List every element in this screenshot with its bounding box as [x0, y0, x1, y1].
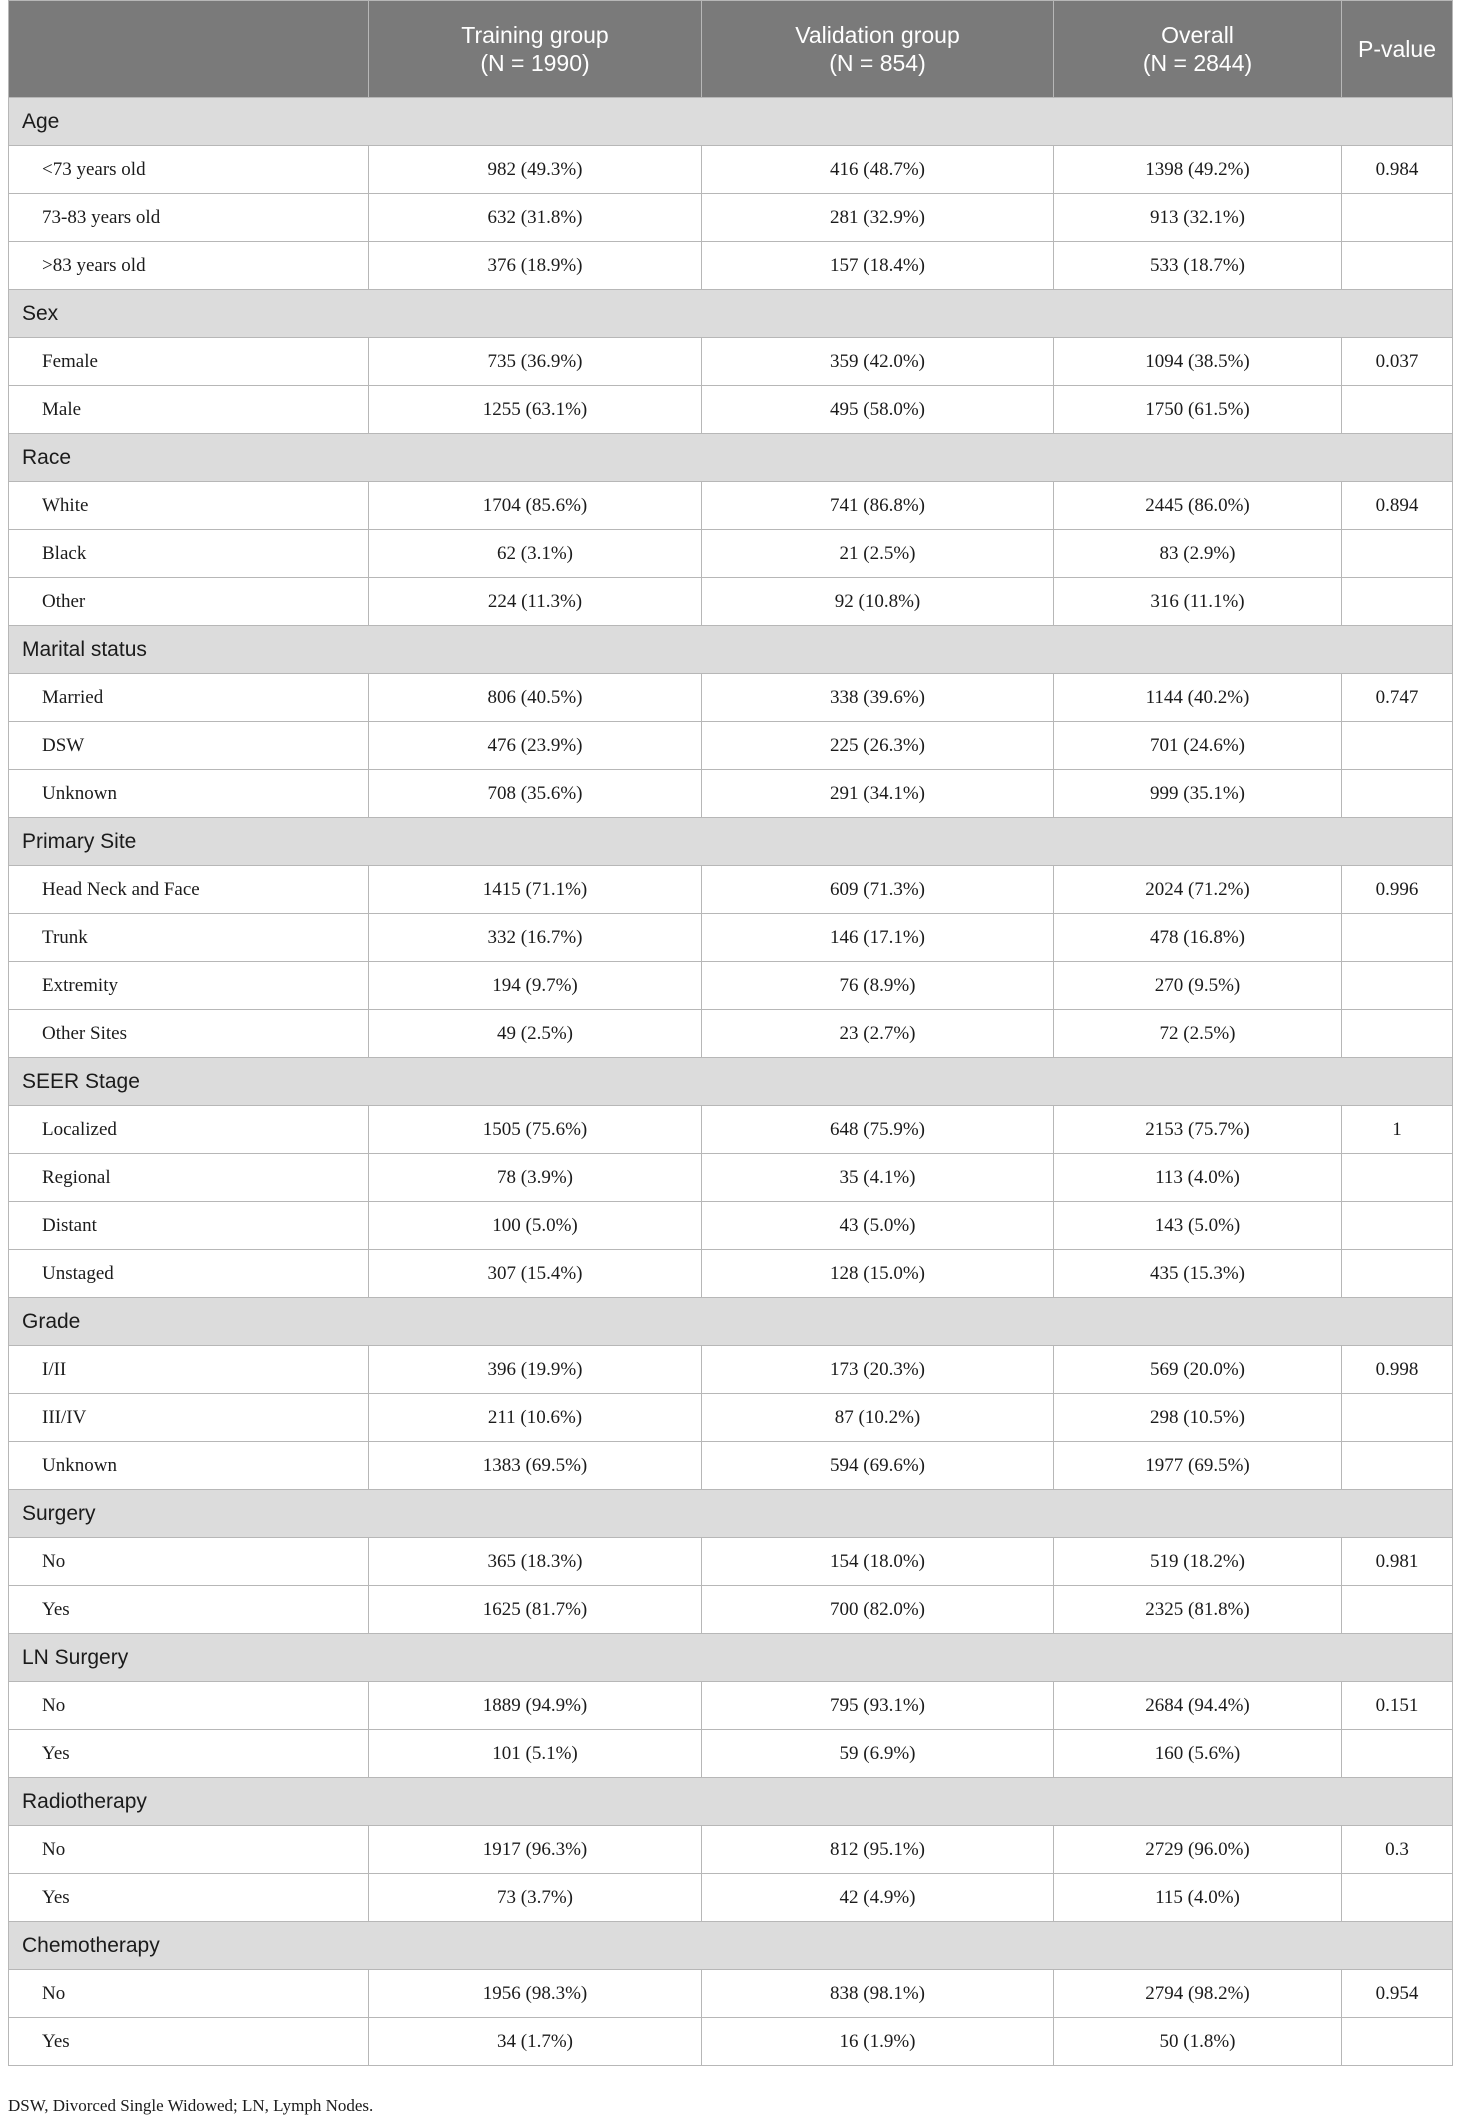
p-value: [1342, 194, 1453, 242]
overall-value: 316 (11.1%): [1054, 578, 1342, 626]
p-value: 0.954: [1342, 1970, 1453, 2018]
table-row: [9, 194, 1453, 242]
table-footnote: DSW, Divorced Single Widowed; LN, Lymph Nodes.: [8, 2096, 374, 2115]
overall-value: 701 (24.6%): [1054, 722, 1342, 770]
table-row: [9, 1106, 1453, 1154]
row-label: Yes: [9, 1586, 369, 1634]
table-body: [9, 98, 1453, 2066]
table-row: [9, 482, 1453, 530]
overall-value: 50 (1.8%): [1054, 2018, 1342, 2066]
p-value: [1342, 242, 1453, 290]
characteristics-table: [8, 0, 1453, 2066]
training-value: 1917 (96.3%): [369, 1826, 702, 1874]
training-value: 211 (10.6%): [369, 1394, 702, 1442]
overall-value: 569 (20.0%): [1054, 1346, 1342, 1394]
table-row: [9, 1010, 1453, 1058]
overall-value: 478 (16.8%): [1054, 914, 1342, 962]
row-label: Yes: [9, 1730, 369, 1778]
row-label: Unstaged: [9, 1250, 369, 1298]
table-row: [9, 1730, 1453, 1778]
training-value: 982 (49.3%): [369, 146, 702, 194]
row-label: No: [9, 1538, 369, 1586]
validation-value: 495 (58.0%): [702, 386, 1054, 434]
training-value: 100 (5.0%): [369, 1202, 702, 1250]
table-row: [9, 914, 1453, 962]
validation-value: 281 (32.9%): [702, 194, 1054, 242]
validation-value: 838 (98.1%): [702, 1970, 1054, 2018]
table-row: [9, 770, 1453, 818]
training-value: 376 (18.9%): [369, 242, 702, 290]
characteristics-table-container: [8, 0, 1452, 2066]
table-row: [9, 1874, 1453, 1922]
overall-value: 2794 (98.2%): [1054, 1970, 1342, 2018]
table-row: [9, 1538, 1453, 1586]
overall-value: 298 (10.5%): [1054, 1394, 1342, 1442]
validation-value: 42 (4.9%): [702, 1874, 1054, 1922]
table-row: [9, 866, 1453, 914]
p-value: [1342, 578, 1453, 626]
category-row: [9, 434, 1453, 482]
category-row: [9, 1298, 1453, 1346]
p-value: [1342, 1250, 1453, 1298]
training-value: 62 (3.1%): [369, 530, 702, 578]
validation-value: 154 (18.0%): [702, 1538, 1054, 1586]
validation-value: 92 (10.8%): [702, 578, 1054, 626]
training-value: 332 (16.7%): [369, 914, 702, 962]
overall-value: 2325 (81.8%): [1054, 1586, 1342, 1634]
row-label: >83 years old: [9, 242, 369, 290]
training-value: 1625 (81.7%): [369, 1586, 702, 1634]
row-label: Regional: [9, 1154, 369, 1202]
row-label: No: [9, 1682, 369, 1730]
p-value: [1342, 1394, 1453, 1442]
overall-value: 160 (5.6%): [1054, 1730, 1342, 1778]
training-value: 101 (5.1%): [369, 1730, 702, 1778]
validation-value: 359 (42.0%): [702, 338, 1054, 386]
table-row: [9, 242, 1453, 290]
table-row: [9, 2018, 1453, 2066]
p-value: 0.998: [1342, 1346, 1453, 1394]
row-label: Married: [9, 674, 369, 722]
category-label: Grade: [9, 1298, 1453, 1346]
overall-value: 1094 (38.5%): [1054, 338, 1342, 386]
table-row: [9, 1202, 1453, 1250]
category-label: SEER Stage: [9, 1058, 1453, 1106]
p-value: 0.037: [1342, 338, 1453, 386]
row-label: Male: [9, 386, 369, 434]
row-label: Unknown: [9, 770, 369, 818]
row-label: Trunk: [9, 914, 369, 962]
p-value: [1342, 1730, 1453, 1778]
validation-value: 741 (86.8%): [702, 482, 1054, 530]
table-row: [9, 578, 1453, 626]
category-label: Race: [9, 434, 1453, 482]
row-label: <73 years old: [9, 146, 369, 194]
overall-value: 2729 (96.0%): [1054, 1826, 1342, 1874]
overall-value: 2153 (75.7%): [1054, 1106, 1342, 1154]
row-label: III/IV: [9, 1394, 369, 1442]
p-value: [1342, 1442, 1453, 1490]
training-value: 396 (19.9%): [369, 1346, 702, 1394]
row-label: I/II: [9, 1346, 369, 1394]
overall-value: 999 (35.1%): [1054, 770, 1342, 818]
row-label: Black: [9, 530, 369, 578]
row-label: Localized: [9, 1106, 369, 1154]
p-value: [1342, 1154, 1453, 1202]
category-label: Sex: [9, 290, 1453, 338]
overall-value: 519 (18.2%): [1054, 1538, 1342, 1586]
overall-value: 72 (2.5%): [1054, 1010, 1342, 1058]
p-value: 0.3: [1342, 1826, 1453, 1874]
p-value: [1342, 530, 1453, 578]
validation-value: 128 (15.0%): [702, 1250, 1054, 1298]
training-value: 1956 (98.3%): [369, 1970, 702, 2018]
row-label: DSW: [9, 722, 369, 770]
category-label: Surgery: [9, 1490, 1453, 1538]
table-row: [9, 146, 1453, 194]
category-row: [9, 1058, 1453, 1106]
table-row: [9, 1394, 1453, 1442]
table-row: [9, 1442, 1453, 1490]
p-value: 0.981: [1342, 1538, 1453, 1586]
row-label: No: [9, 1826, 369, 1874]
table-row: [9, 1970, 1453, 2018]
overall-value: 533 (18.7%): [1054, 242, 1342, 290]
validation-value: 594 (69.6%): [702, 1442, 1054, 1490]
category-row: [9, 1922, 1453, 1970]
validation-value: 291 (34.1%): [702, 770, 1054, 818]
row-label: White: [9, 482, 369, 530]
p-value: [1342, 386, 1453, 434]
row-label: No: [9, 1970, 369, 2018]
header-overall-title: Overall: [1161, 22, 1234, 48]
validation-value: 146 (17.1%): [702, 914, 1054, 962]
p-value: 0.996: [1342, 866, 1453, 914]
overall-value: 113 (4.0%): [1054, 1154, 1342, 1202]
validation-value: 648 (75.9%): [702, 1106, 1054, 1154]
p-value: [1342, 770, 1453, 818]
table-row: [9, 386, 1453, 434]
p-value: 0.984: [1342, 146, 1453, 194]
category-row: [9, 1634, 1453, 1682]
training-value: 224 (11.3%): [369, 578, 702, 626]
row-label: Unknown: [9, 1442, 369, 1490]
overall-value: 1977 (69.5%): [1054, 1442, 1342, 1490]
category-row: [9, 626, 1453, 674]
header-training-group: [369, 1, 702, 98]
training-value: 708 (35.6%): [369, 770, 702, 818]
p-value: [1342, 962, 1453, 1010]
training-value: 806 (40.5%): [369, 674, 702, 722]
training-value: 1704 (85.6%): [369, 482, 702, 530]
training-value: 735 (36.9%): [369, 338, 702, 386]
overall-value: 2445 (86.0%): [1054, 482, 1342, 530]
row-label: Yes: [9, 1874, 369, 1922]
row-label: Other: [9, 578, 369, 626]
validation-value: 76 (8.9%): [702, 962, 1054, 1010]
validation-value: 87 (10.2%): [702, 1394, 1054, 1442]
validation-value: 59 (6.9%): [702, 1730, 1054, 1778]
p-value: [1342, 1010, 1453, 1058]
overall-value: 83 (2.9%): [1054, 530, 1342, 578]
header-p-value: P-value: [1342, 1, 1453, 98]
header-overall: [1054, 1, 1342, 98]
p-value: [1342, 1202, 1453, 1250]
training-value: 49 (2.5%): [369, 1010, 702, 1058]
category-label: Age: [9, 98, 1453, 146]
table-row: [9, 1586, 1453, 1634]
table-row: [9, 674, 1453, 722]
header-validation-title: Validation group: [795, 22, 960, 48]
row-label: 73-83 years old: [9, 194, 369, 242]
category-row: [9, 818, 1453, 866]
table-row: [9, 1154, 1453, 1202]
header-validation-group: [702, 1, 1054, 98]
table-row: [9, 1826, 1453, 1874]
overall-value: 115 (4.0%): [1054, 1874, 1342, 1922]
training-value: 1415 (71.1%): [369, 866, 702, 914]
header-row: [9, 1, 1453, 98]
training-value: 1889 (94.9%): [369, 1682, 702, 1730]
category-row: [9, 290, 1453, 338]
training-value: 73 (3.7%): [369, 1874, 702, 1922]
p-value: [1342, 1874, 1453, 1922]
row-label: Female: [9, 338, 369, 386]
table-row: [9, 1346, 1453, 1394]
overall-value: 435 (15.3%): [1054, 1250, 1342, 1298]
table-row: [9, 722, 1453, 770]
p-value: [1342, 1586, 1453, 1634]
category-label: Primary Site: [9, 818, 1453, 866]
row-label: Head Neck and Face: [9, 866, 369, 914]
row-label: Extremity: [9, 962, 369, 1010]
category-row: [9, 1490, 1453, 1538]
validation-value: 609 (71.3%): [702, 866, 1054, 914]
overall-value: 2024 (71.2%): [1054, 866, 1342, 914]
table-row: [9, 338, 1453, 386]
validation-value: 16 (1.9%): [702, 2018, 1054, 2066]
validation-value: 23 (2.7%): [702, 1010, 1054, 1058]
p-value: 0.894: [1342, 482, 1453, 530]
training-value: 78 (3.9%): [369, 1154, 702, 1202]
p-value: [1342, 914, 1453, 962]
overall-value: 2684 (94.4%): [1054, 1682, 1342, 1730]
validation-value: 812 (95.1%): [702, 1826, 1054, 1874]
table-row: [9, 1682, 1453, 1730]
header-validation-n: (N = 854): [829, 50, 926, 76]
p-value: [1342, 2018, 1453, 2066]
overall-value: 1750 (61.5%): [1054, 386, 1342, 434]
overall-value: 1398 (49.2%): [1054, 146, 1342, 194]
training-value: 365 (18.3%): [369, 1538, 702, 1586]
training-value: 1383 (69.5%): [369, 1442, 702, 1490]
validation-value: 173 (20.3%): [702, 1346, 1054, 1394]
validation-value: 795 (93.1%): [702, 1682, 1054, 1730]
p-value: 1: [1342, 1106, 1453, 1154]
p-value: 0.151: [1342, 1682, 1453, 1730]
training-value: 34 (1.7%): [369, 2018, 702, 2066]
table-row: [9, 962, 1453, 1010]
row-label: Yes: [9, 2018, 369, 2066]
category-row: [9, 98, 1453, 146]
validation-value: 416 (48.7%): [702, 146, 1054, 194]
category-label: LN Surgery: [9, 1634, 1453, 1682]
category-row: [9, 1778, 1453, 1826]
overall-value: 270 (9.5%): [1054, 962, 1342, 1010]
row-label: Other Sites: [9, 1010, 369, 1058]
table-row: [9, 1250, 1453, 1298]
p-value: [1342, 722, 1453, 770]
row-label: Distant: [9, 1202, 369, 1250]
training-value: 632 (31.8%): [369, 194, 702, 242]
training-value: 1505 (75.6%): [369, 1106, 702, 1154]
header-training-title: Training group: [461, 22, 609, 48]
training-value: 1255 (63.1%): [369, 386, 702, 434]
validation-value: 35 (4.1%): [702, 1154, 1054, 1202]
table-row: [9, 530, 1453, 578]
category-label: Marital status: [9, 626, 1453, 674]
category-label: Radiotherapy: [9, 1778, 1453, 1826]
training-value: 476 (23.9%): [369, 722, 702, 770]
overall-value: 143 (5.0%): [1054, 1202, 1342, 1250]
p-value: 0.747: [1342, 674, 1453, 722]
header-training-n: (N = 1990): [480, 50, 590, 76]
category-label: Chemotherapy: [9, 1922, 1453, 1970]
overall-value: 1144 (40.2%): [1054, 674, 1342, 722]
training-value: 307 (15.4%): [369, 1250, 702, 1298]
header-characteristic: [9, 1, 369, 98]
training-value: 194 (9.7%): [369, 962, 702, 1010]
validation-value: 700 (82.0%): [702, 1586, 1054, 1634]
validation-value: 21 (2.5%): [702, 530, 1054, 578]
validation-value: 338 (39.6%): [702, 674, 1054, 722]
validation-value: 43 (5.0%): [702, 1202, 1054, 1250]
overall-value: 913 (32.1%): [1054, 194, 1342, 242]
header-overall-n: (N = 2844): [1142, 50, 1253, 76]
validation-value: 225 (26.3%): [702, 722, 1054, 770]
validation-value: 157 (18.4%): [702, 242, 1054, 290]
